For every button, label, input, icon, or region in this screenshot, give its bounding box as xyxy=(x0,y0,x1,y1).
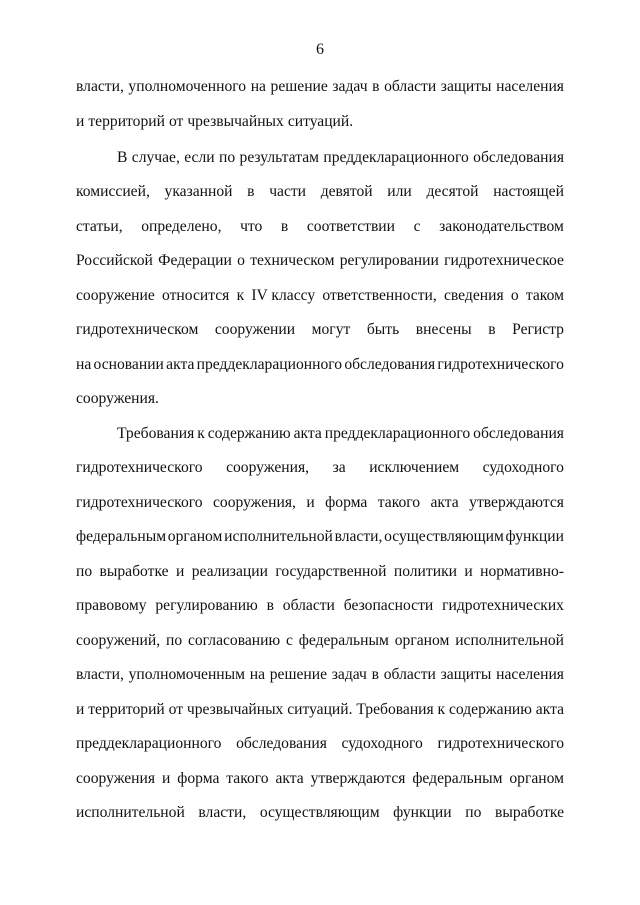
word: сведения xyxy=(443,287,504,304)
word: по xyxy=(465,804,482,821)
word: сооружения, xyxy=(212,494,296,511)
word: исполнительной xyxy=(76,804,185,821)
word: техническом xyxy=(250,252,335,269)
word: акта xyxy=(293,425,322,442)
word: сооружении xyxy=(214,321,296,338)
text-line xyxy=(76,734,564,754)
word: к xyxy=(197,425,205,442)
word: и xyxy=(175,563,185,580)
word: обследования xyxy=(473,425,564,442)
word: такого xyxy=(226,770,269,787)
word: на xyxy=(249,666,266,683)
word: ситуаций. xyxy=(287,701,353,718)
word: регулировании xyxy=(339,252,439,269)
word: осуществляющим xyxy=(259,804,380,821)
word: нормативно- xyxy=(480,563,564,580)
word: утверждаются xyxy=(310,770,406,787)
word: части xyxy=(269,183,307,200)
word: с xyxy=(413,218,421,235)
word: безопасности xyxy=(343,597,434,614)
word: обследования xyxy=(473,149,564,166)
word: области xyxy=(384,78,437,95)
word: комиссией, xyxy=(76,183,150,200)
word: населения xyxy=(496,78,564,95)
text-line xyxy=(76,286,564,306)
word: преддекларационного xyxy=(76,735,222,752)
word: в xyxy=(266,597,274,614)
word: по xyxy=(76,563,93,580)
word: гидротехническое xyxy=(444,252,564,269)
word: сооружение xyxy=(76,287,155,304)
word: ситуаций. xyxy=(287,113,354,130)
text-line xyxy=(117,148,564,168)
word: уполномоченным xyxy=(128,666,245,683)
word: преддекларационного xyxy=(196,356,343,373)
text-line xyxy=(76,493,564,513)
word: федеральным xyxy=(298,632,389,649)
word: государственной xyxy=(275,563,387,580)
word: акта xyxy=(275,770,304,787)
word: соответствии xyxy=(306,218,396,235)
word: к xyxy=(236,287,245,304)
word: регулированию xyxy=(155,597,258,614)
word: В xyxy=(117,149,128,166)
word: обследования xyxy=(236,735,327,752)
word: уполномоченного xyxy=(128,78,247,95)
word: утверждаются xyxy=(469,494,564,511)
text-line xyxy=(76,182,564,202)
word: органом xyxy=(394,632,450,649)
word: осуществляющим xyxy=(384,528,504,545)
word: акта xyxy=(535,701,564,718)
word: гидротехнического xyxy=(76,494,203,511)
word: гидротехнического xyxy=(437,735,564,752)
word: выработке xyxy=(99,563,169,580)
text-line xyxy=(76,596,564,616)
page-number: 6 xyxy=(316,41,324,58)
word: задач xyxy=(331,666,367,683)
word: власти, xyxy=(334,528,383,545)
word: быть xyxy=(366,321,400,338)
word: акта xyxy=(430,494,459,511)
word: судоходного xyxy=(341,735,423,752)
word: форма xyxy=(177,770,220,787)
word: Требования xyxy=(117,425,195,442)
word: решение xyxy=(269,666,328,683)
word: исполнительной xyxy=(455,632,564,649)
word: случае, xyxy=(131,149,180,166)
word: правовому xyxy=(76,597,147,614)
text-line xyxy=(76,320,564,340)
word: Требования xyxy=(356,701,434,718)
word: и xyxy=(161,770,171,787)
word: акта xyxy=(166,356,195,373)
word: федеральным xyxy=(76,528,167,545)
word: в xyxy=(371,666,380,683)
word: по xyxy=(165,632,183,649)
text-line xyxy=(76,389,564,409)
word: на xyxy=(250,78,266,95)
word: внесены xyxy=(415,321,472,338)
word: указанной xyxy=(164,183,233,200)
word: настоящей xyxy=(493,183,564,200)
word: судоходного xyxy=(482,459,564,476)
word: чрезвычайных xyxy=(187,113,284,130)
word: могут xyxy=(311,321,351,338)
word: обследования xyxy=(344,356,436,373)
word: что xyxy=(240,218,263,235)
word: в xyxy=(247,183,255,200)
word: исключением xyxy=(369,459,460,476)
word: если xyxy=(184,149,215,166)
word: основании xyxy=(93,356,164,373)
word: в xyxy=(488,321,496,338)
word: IV классу xyxy=(251,287,316,304)
word: относится xyxy=(162,287,230,304)
word: ответственности, xyxy=(322,287,437,304)
word: власти, xyxy=(76,78,124,95)
word: населения xyxy=(496,666,564,683)
text-line xyxy=(76,803,564,823)
text-line xyxy=(76,631,564,651)
word: исполнительной xyxy=(224,528,333,545)
word: реализации xyxy=(191,563,268,580)
word: по xyxy=(218,149,236,166)
word: Регистр xyxy=(512,321,564,338)
word: преддекларационного xyxy=(324,425,471,442)
word: и xyxy=(306,494,315,511)
word: области xyxy=(282,597,335,614)
word: сооружения. xyxy=(76,390,159,407)
text-line xyxy=(76,700,564,720)
text-line xyxy=(76,112,564,132)
word: о xyxy=(237,252,245,269)
word: функции xyxy=(505,528,564,545)
word: с xyxy=(285,632,293,649)
word: органом xyxy=(509,770,564,787)
word: гидротехническом xyxy=(76,321,199,338)
text-line xyxy=(117,424,564,444)
word: определено, xyxy=(141,218,222,235)
word: за xyxy=(332,459,346,476)
word: такого xyxy=(377,494,421,511)
word: территорий xyxy=(88,701,165,718)
word: и xyxy=(464,563,473,580)
word: сооружения xyxy=(76,770,156,787)
word: защиты xyxy=(440,666,492,683)
word: и xyxy=(76,113,85,130)
word: или xyxy=(387,183,412,200)
word: политики xyxy=(393,563,457,580)
word: выработке xyxy=(494,804,564,821)
word: защиты xyxy=(440,78,492,95)
word: функции xyxy=(393,804,452,821)
word: преддекларационного xyxy=(323,149,469,166)
word: области xyxy=(383,666,436,683)
text-line xyxy=(76,665,564,685)
word: власти, xyxy=(76,666,124,683)
word: органом xyxy=(167,528,223,545)
word: сооружения, xyxy=(226,459,310,476)
word: в xyxy=(372,78,380,95)
word: от xyxy=(168,113,184,130)
word: территорий xyxy=(88,113,165,130)
word: десятой xyxy=(426,183,479,200)
word: таком xyxy=(525,287,564,304)
word: на xyxy=(76,356,92,373)
text-line xyxy=(76,562,564,582)
word: законодательством xyxy=(439,218,564,235)
text-line xyxy=(76,769,564,789)
word: Федерации xyxy=(158,252,232,269)
text-line xyxy=(76,251,564,271)
word: задач xyxy=(332,78,368,95)
word: решение xyxy=(270,78,328,95)
word: гидротехнического xyxy=(76,459,203,476)
word: гидротехнического xyxy=(437,356,564,373)
word: о xyxy=(510,287,519,304)
word: согласованию xyxy=(187,632,281,649)
word: результатам xyxy=(239,149,319,166)
word: федеральным xyxy=(412,770,503,787)
word: власти, xyxy=(198,804,247,821)
word: девятой xyxy=(320,183,373,200)
word: в xyxy=(280,218,289,235)
word: чрезвычайных xyxy=(186,701,284,718)
word: сооружений, xyxy=(76,632,161,649)
text-line xyxy=(76,217,564,237)
word: содержанию xyxy=(207,425,291,442)
word: форма xyxy=(325,494,368,511)
word: и xyxy=(76,701,85,718)
word: Российской xyxy=(76,252,153,269)
word: статьи, xyxy=(76,218,123,235)
word: гидротехнических xyxy=(442,597,564,614)
word: от xyxy=(168,701,184,718)
text-line xyxy=(76,77,564,97)
text-line xyxy=(76,458,564,478)
word: к xyxy=(437,701,446,718)
word: содержанию xyxy=(448,701,532,718)
text-line xyxy=(76,527,564,547)
text-line xyxy=(76,355,564,375)
